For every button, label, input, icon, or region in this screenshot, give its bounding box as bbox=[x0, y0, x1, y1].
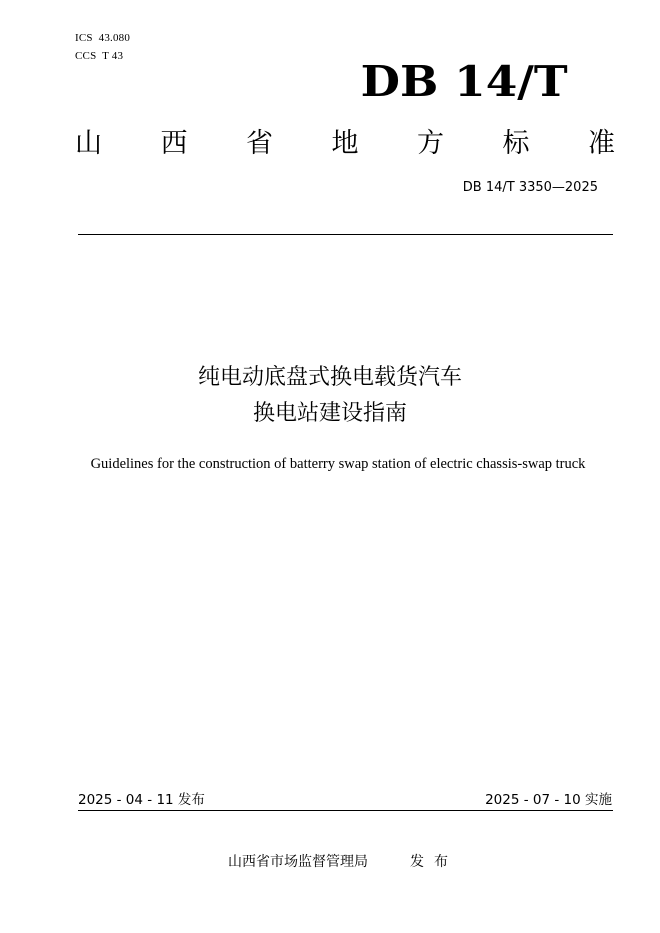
category-char: 山 bbox=[75, 128, 102, 159]
issue-action: 发布 bbox=[410, 854, 458, 870]
implementation-date: 2025 - 07 - 10 实施 bbox=[485, 792, 612, 808]
issue-date: 2025 - 04 - 11 发布 bbox=[78, 792, 205, 808]
document-title-cn-line2: 换电站建设指南 bbox=[252, 401, 407, 426]
category-char: 省 bbox=[246, 128, 273, 159]
header-divider bbox=[78, 234, 613, 235]
document-title-cn-line1: 纯电动底盘式换电载货汽车 bbox=[197, 365, 462, 390]
category-char: 地 bbox=[331, 128, 359, 159]
ccs-code: CCS T 43 bbox=[75, 50, 124, 62]
standard-number: DB 14/T 3350—2025 bbox=[462, 180, 598, 195]
issuing-authority: 山西省市场监督管理局 bbox=[228, 854, 368, 870]
category-char: 准 bbox=[588, 128, 615, 159]
document-title-en: Guidelines for the construction of batterry swap station of electric chassis-swap truck bbox=[90, 456, 586, 472]
standard-category-title bbox=[75, 124, 615, 164]
category-char: 方 bbox=[417, 128, 444, 159]
standard-code-logo: DB 14/T bbox=[361, 57, 568, 106]
footer-divider bbox=[78, 810, 613, 811]
category-char: 西 bbox=[160, 128, 188, 159]
ics-code: ICS 43.080 bbox=[75, 32, 131, 44]
category-char: 标 bbox=[502, 128, 530, 159]
